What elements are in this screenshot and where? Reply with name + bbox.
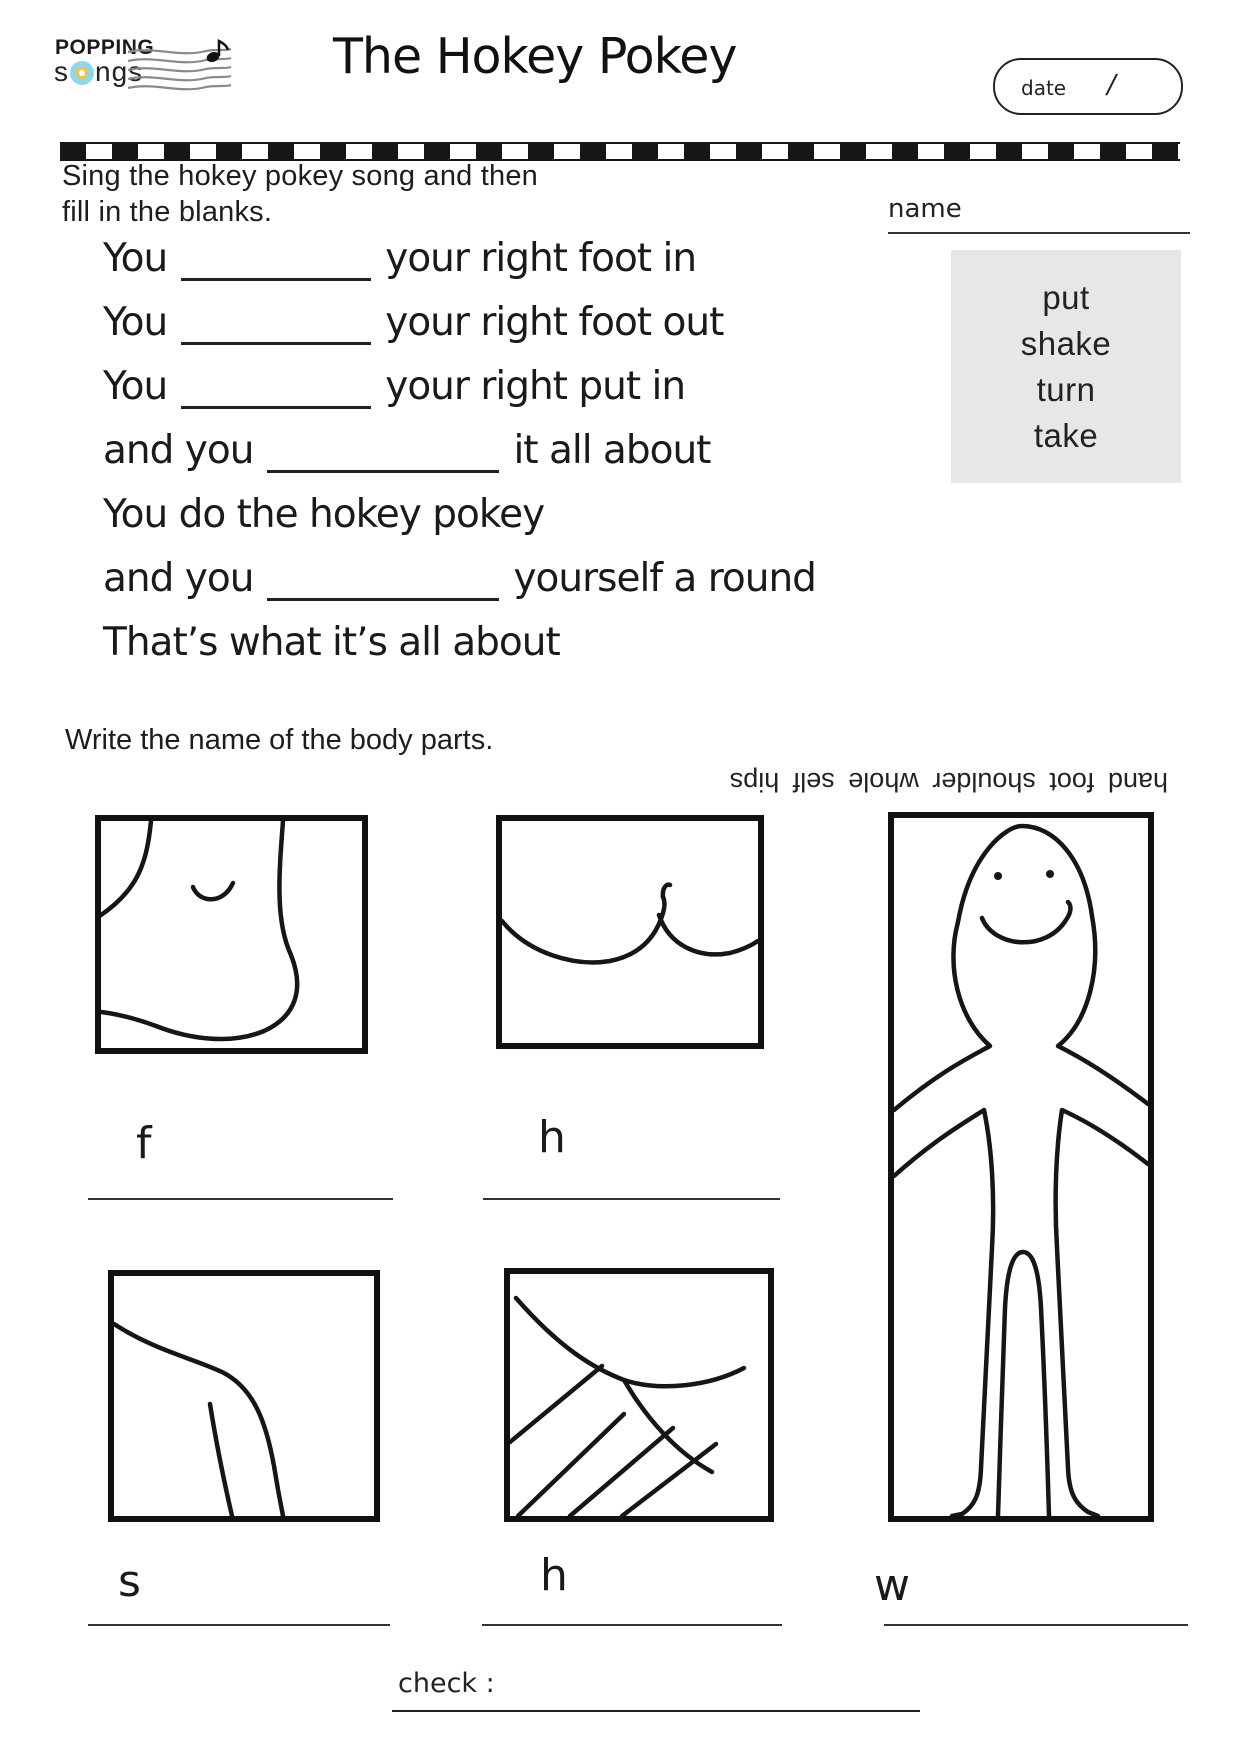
- picture-box-foot: [95, 815, 368, 1054]
- foot-drawing: [101, 821, 362, 1048]
- lyric-blank-6[interactable]: [267, 598, 499, 601]
- hips-drawing: [502, 821, 758, 1043]
- instructions-line1: Sing the hokey pokey song and then: [62, 160, 538, 192]
- answer-line-foot[interactable]: [88, 1198, 393, 1200]
- answer-line-hips[interactable]: [483, 1198, 780, 1200]
- name-label: name: [888, 194, 962, 224]
- word-bank-word: take: [1033, 416, 1099, 454]
- lyric-line-4: and you it all about: [103, 428, 711, 473]
- lyrics-block: [103, 236, 903, 684]
- picture-box-whole-self: [888, 812, 1154, 1522]
- answer-key-upside-down: hand foot shoulder whole self hips: [729, 767, 1168, 797]
- whole-body-person-drawing: [894, 818, 1148, 1516]
- logo-popping-text: POPPING: [55, 36, 155, 59]
- hint-letter-whole-self: w: [874, 1560, 910, 1611]
- hint-letter-hand: h: [540, 1550, 568, 1601]
- check-line[interactable]: [392, 1710, 920, 1712]
- checkered-divider: [60, 142, 1180, 161]
- word-bank-word: put: [1042, 278, 1090, 316]
- word-bank-word: turn: [1036, 370, 1096, 408]
- lyric-line-3: You your right put in: [103, 364, 686, 409]
- picture-box-hips: [496, 815, 764, 1049]
- date-label: date: [1021, 76, 1067, 100]
- picture-box-shoulder: [108, 1270, 380, 1522]
- music-staff-icon: [128, 38, 232, 94]
- word-bank: [951, 250, 1181, 483]
- lyric-line-5: You do the hokey pokey: [103, 492, 545, 537]
- hint-letter-foot: f: [136, 1118, 152, 1169]
- lyric-line-6: and you yourself a round: [103, 556, 816, 601]
- hint-letter-hips: h: [538, 1112, 566, 1163]
- answer-line-whole-self[interactable]: [884, 1624, 1188, 1626]
- lyric-line-7: That’s what it’s all about: [103, 620, 560, 665]
- body-parts-prompt: Write the name of the body parts.: [65, 724, 494, 756]
- check-label: check :: [398, 1668, 495, 1699]
- lyric-line-1: You your right foot in: [103, 236, 697, 281]
- page-title: The Hokey Pokey: [333, 28, 737, 85]
- lyric-line-2: You your right foot out: [103, 300, 724, 345]
- answer-line-shoulder[interactable]: [88, 1624, 390, 1626]
- lyric-blank-1[interactable]: [181, 278, 371, 281]
- word-bank-word: shake: [1020, 324, 1112, 362]
- lyric-blank-2[interactable]: [181, 342, 371, 345]
- shoulder-drawing: [114, 1276, 374, 1516]
- name-field[interactable]: [888, 194, 1190, 234]
- logo-songs-pre: s: [54, 56, 69, 87]
- hand-drawing: [510, 1274, 768, 1516]
- eighth-note-icon: [205, 41, 228, 64]
- cd-icon: [70, 61, 94, 85]
- date-box[interactable]: [993, 58, 1183, 115]
- instructions-line2: fill in the blanks.: [62, 196, 273, 228]
- lyric-blank-4[interactable]: [267, 470, 499, 473]
- picture-box-hand: [504, 1268, 774, 1522]
- hint-letter-shoulder: s: [118, 1556, 141, 1607]
- answer-line-hand[interactable]: [482, 1624, 782, 1626]
- date-separator: /: [1107, 70, 1116, 100]
- lyric-blank-3[interactable]: [181, 406, 371, 409]
- logo-songs-post: ngs: [95, 56, 144, 87]
